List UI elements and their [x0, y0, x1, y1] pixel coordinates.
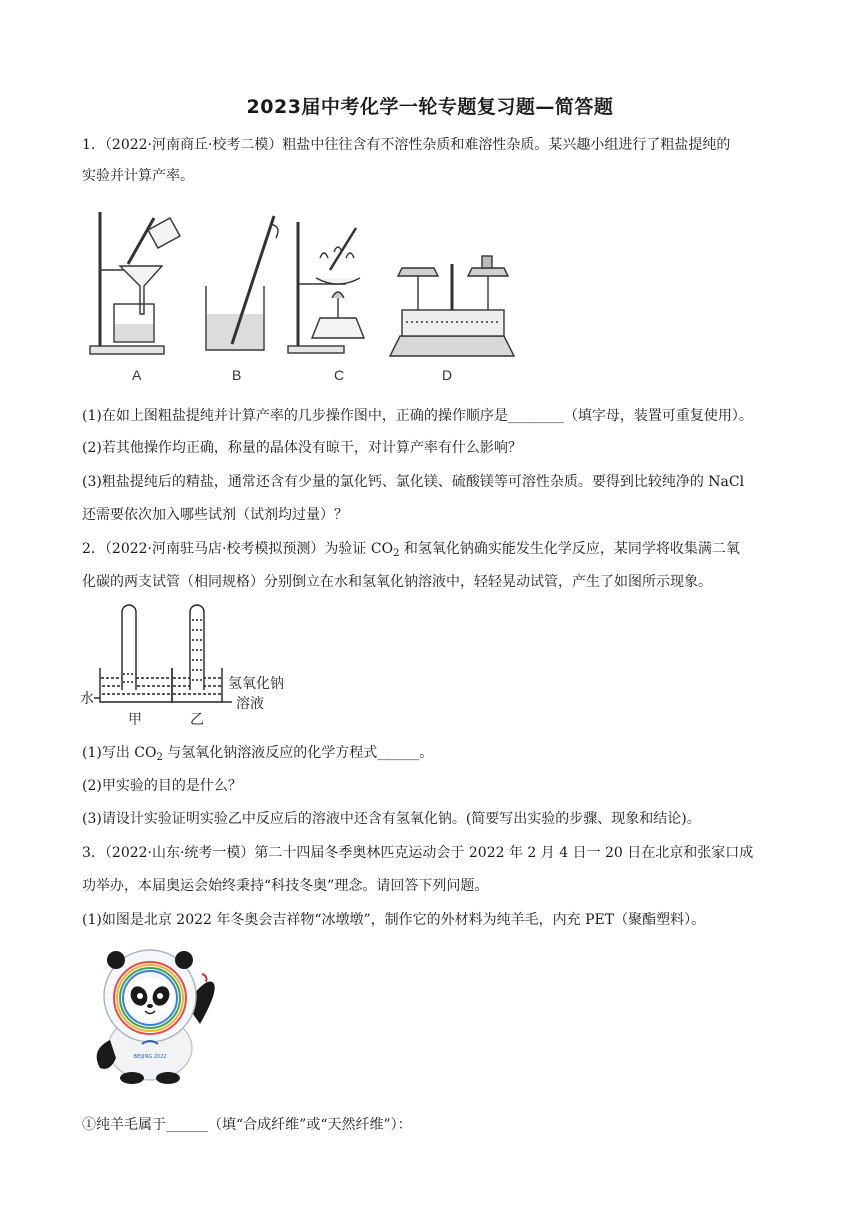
fig-label-water: 水	[80, 691, 94, 707]
fig-label-naoh-2: 溶液	[236, 696, 264, 712]
evaporation-setup-c	[288, 222, 364, 353]
fig-label-c: C	[334, 367, 345, 383]
q2-test-tube-figure	[80, 604, 320, 728]
page-title: 2023届中考化学一轮专题复习题—简答题	[246, 96, 614, 118]
test-tube-jia	[100, 605, 172, 702]
fig-label-a: A	[132, 367, 142, 383]
q2-stem-line1: 2．（2022·河南驻马店·校考模拟预测）为验证 $CO_2$ 和氢氧化钠确实能发生化学反应，某同学将收集满二氧	[82, 541, 740, 559]
bing-dwen-dwen-mascot-image	[84, 944, 226, 1086]
fig-label-jia: 甲	[128, 712, 142, 728]
q3-item1: ①纯羊毛属于______（填“合成纤维”或“天然纤维”）：	[82, 1117, 412, 1133]
q1-apparatus-figure	[84, 206, 524, 392]
q3-stem-line2: 功举办，本届奥运会始终秉持“科技冬奥”理念。请回答下列问题。	[82, 878, 489, 894]
q2-sub3: (3)请设计实验证明实验乙中反应后的溶液中还含有氢氧化钠。(简要写出实验的步骤、现象和结论)。	[82, 811, 701, 827]
fig-label-d: D	[442, 367, 453, 383]
q1-stem-line1: 1．（2022·河南商丘·校考二模）粗盐中往往含有不溶性杂质和难溶性杂质。某兴趣小组进行了粗盐提纯的	[82, 137, 731, 153]
test-tube-yi	[172, 605, 222, 702]
q2-sub1: (1)写出 $CO_2$ 与氢氧化钠溶液反应的化学方程式______。	[82, 745, 434, 763]
q1-sub3-line2: 还需要依次加入哪些试剂（试剂均过量）？	[82, 507, 348, 523]
fig-label-b: B	[232, 367, 242, 383]
fig-label-yi: 乙	[190, 712, 204, 728]
q3-stem-line1: 3．（2022·山东·统考一模）第二十四届冬季奥林匹克运动会于 2022 年 2 月 4 日一 20 日在北京和张家口成	[82, 845, 754, 861]
q3-sub1: (1)如图是北京 2022 年冬奥会吉祥物“冰墩墩”，制作它的外材料为纯羊毛，内充 PET（聚酯塑料）。	[82, 912, 706, 928]
q2-stem-line2: 化碳的两支试管（相同规格）分别倒立在水和氢氧化钠溶液中，轻轻晃动试管，产生了如图所示现象。	[82, 574, 712, 590]
mascot-badge-text: BEIJING 2022	[133, 1054, 167, 1060]
beaker-stirring-b	[206, 216, 278, 350]
q1-sub3-line1: (3)粗盐提纯后的精盐，通常还含有少量的氯化钙、氯化镁、硫酸镁等可溶性杂质。要得到比较纯净的 NaCl	[82, 474, 745, 490]
q1-stem-line2: 实验并计算产率。	[82, 168, 194, 184]
fig-label-naoh-1: 氢氧化钠	[228, 676, 284, 692]
balance-d	[390, 256, 514, 356]
q1-sub1: (1)在如上图粗盐提纯并计算产率的几步操作图中，正确的操作顺序是________（填字母，装置可重复使用）。	[82, 408, 753, 424]
filtration-apparatus-a	[90, 212, 180, 354]
q2-sub2: (2)甲实验的目的是什么？	[82, 778, 242, 794]
q1-sub2: (2)若其他操作均正确，称量的晶体没有晾干，对计算产率有什么影响？	[82, 440, 522, 456]
